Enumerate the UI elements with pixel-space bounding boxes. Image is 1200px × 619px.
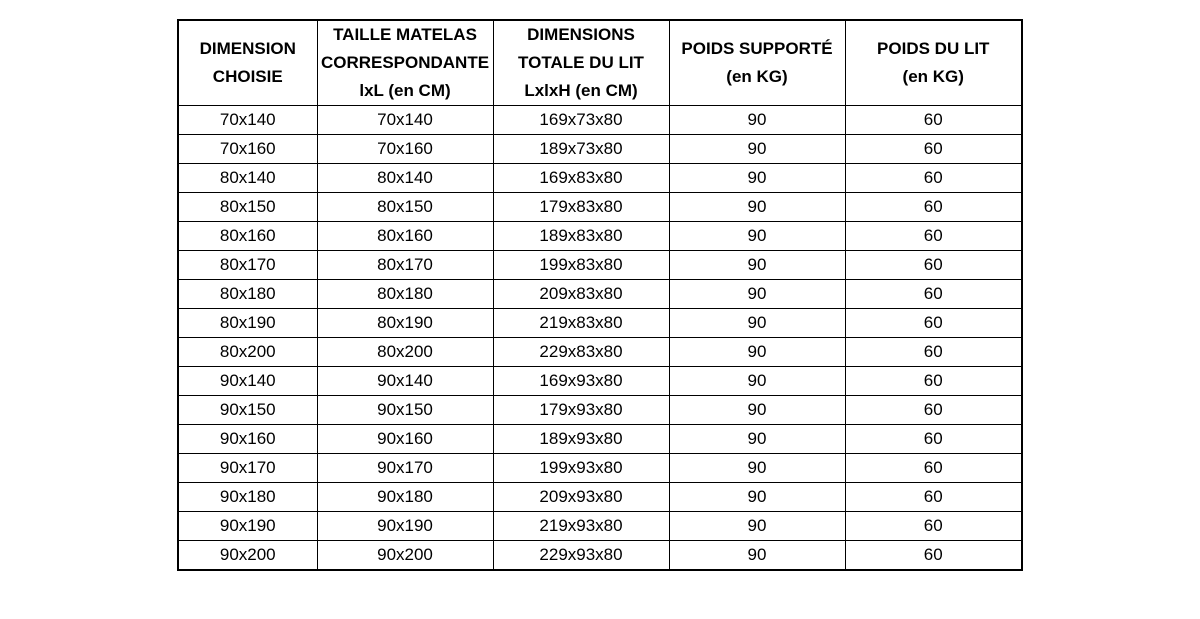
- cell-dimensions-totale: 199x83x80: [493, 251, 669, 280]
- cell-dimensions-totale: 209x93x80: [493, 483, 669, 512]
- cell-dimensions-totale: 219x93x80: [493, 512, 669, 541]
- cell-poids-supporte: 90: [669, 106, 845, 135]
- cell-taille-matelas: 80x190: [317, 309, 493, 338]
- cell-poids-du-lit: 60: [845, 396, 1022, 425]
- cell-poids-du-lit: 60: [845, 106, 1022, 135]
- cell-poids-supporte: 90: [669, 280, 845, 309]
- cell-poids-du-lit: 60: [845, 222, 1022, 251]
- cell-dimensions-totale: 169x93x80: [493, 367, 669, 396]
- cell-dimensions-totale: 199x93x80: [493, 454, 669, 483]
- table-row: [178, 222, 1022, 251]
- cell-dimensions-totale: 189x83x80: [493, 222, 669, 251]
- cell-dimension-choisie: 90x180: [178, 483, 317, 512]
- cell-poids-du-lit: 60: [845, 309, 1022, 338]
- table-row: [178, 512, 1022, 541]
- cell-dimension-choisie: 80x140: [178, 164, 317, 193]
- cell-taille-matelas: 90x140: [317, 367, 493, 396]
- cell-dimension-choisie: 90x160: [178, 425, 317, 454]
- cell-poids-supporte: 90: [669, 164, 845, 193]
- cell-dimension-choisie: 80x180: [178, 280, 317, 309]
- cell-taille-matelas: 90x200: [317, 541, 493, 571]
- cell-poids-du-lit: 60: [845, 454, 1022, 483]
- cell-dimension-choisie: 80x200: [178, 338, 317, 367]
- cell-dimensions-totale: 169x83x80: [493, 164, 669, 193]
- cell-dimension-choisie: 70x140: [178, 106, 317, 135]
- cell-poids-du-lit: 60: [845, 512, 1022, 541]
- table-row: [178, 483, 1022, 512]
- table-row: [178, 367, 1022, 396]
- cell-poids-supporte: 90: [669, 367, 845, 396]
- cell-poids-du-lit: 60: [845, 193, 1022, 222]
- cell-poids-supporte: 90: [669, 541, 845, 571]
- cell-dimension-choisie: 80x170: [178, 251, 317, 280]
- cell-dimensions-totale: 219x83x80: [493, 309, 669, 338]
- cell-taille-matelas: 70x140: [317, 106, 493, 135]
- table-row: [178, 338, 1022, 367]
- cell-poids-du-lit: 60: [845, 541, 1022, 571]
- cell-poids-supporte: 90: [669, 222, 845, 251]
- cell-poids-du-lit: 60: [845, 251, 1022, 280]
- cell-taille-matelas: 80x170: [317, 251, 493, 280]
- cell-dimension-choisie: 90x150: [178, 396, 317, 425]
- cell-taille-matelas: 80x160: [317, 222, 493, 251]
- table-row: [178, 106, 1022, 135]
- cell-dimensions-totale: 229x83x80: [493, 338, 669, 367]
- cell-taille-matelas: 90x170: [317, 454, 493, 483]
- cell-taille-matelas: 70x160: [317, 135, 493, 164]
- bed-dimensions-table: [177, 19, 1023, 571]
- cell-poids-supporte: 90: [669, 309, 845, 338]
- cell-taille-matelas: 90x150: [317, 396, 493, 425]
- cell-poids-supporte: 90: [669, 135, 845, 164]
- cell-taille-matelas: 90x180: [317, 483, 493, 512]
- cell-poids-supporte: 90: [669, 512, 845, 541]
- header-dimensions-totale: DIMENSIONS TOTALE DU LIT LxlxH (en CM): [493, 20, 669, 106]
- cell-poids-du-lit: 60: [845, 164, 1022, 193]
- cell-poids-du-lit: 60: [845, 280, 1022, 309]
- cell-dimensions-totale: 229x93x80: [493, 541, 669, 571]
- table-row: [178, 135, 1022, 164]
- cell-taille-matelas: 80x150: [317, 193, 493, 222]
- table-row: [178, 280, 1022, 309]
- cell-taille-matelas: 80x200: [317, 338, 493, 367]
- cell-poids-du-lit: 60: [845, 338, 1022, 367]
- cell-poids-supporte: 90: [669, 396, 845, 425]
- table-row: [178, 164, 1022, 193]
- cell-dimensions-totale: 209x83x80: [493, 280, 669, 309]
- cell-dimensions-totale: 179x93x80: [493, 396, 669, 425]
- table-body: [178, 106, 1022, 571]
- cell-taille-matelas: 90x190: [317, 512, 493, 541]
- cell-poids-du-lit: 60: [845, 135, 1022, 164]
- cell-dimension-choisie: 90x200: [178, 541, 317, 571]
- header-dimension-choisie: DIMENSION CHOISIE: [178, 20, 317, 106]
- cell-dimension-choisie: 90x170: [178, 454, 317, 483]
- header-taille-matelas: TAILLE MATELAS CORRESPONDANTE lxL (en CM): [317, 20, 493, 106]
- cell-poids-supporte: 90: [669, 251, 845, 280]
- cell-poids-supporte: 90: [669, 338, 845, 367]
- table-row: [178, 193, 1022, 222]
- cell-poids-supporte: 90: [669, 193, 845, 222]
- cell-dimension-choisie: 90x140: [178, 367, 317, 396]
- cell-dimensions-totale: 189x93x80: [493, 425, 669, 454]
- cell-taille-matelas: 80x180: [317, 280, 493, 309]
- cell-dimension-choisie: 80x150: [178, 193, 317, 222]
- cell-dimension-choisie: 90x190: [178, 512, 317, 541]
- cell-taille-matelas: 80x140: [317, 164, 493, 193]
- cell-dimension-choisie: 80x190: [178, 309, 317, 338]
- cell-dimension-choisie: 80x160: [178, 222, 317, 251]
- cell-poids-supporte: 90: [669, 483, 845, 512]
- cell-poids-supporte: 90: [669, 425, 845, 454]
- table-row: [178, 309, 1022, 338]
- table-row: [178, 251, 1022, 280]
- cell-taille-matelas: 90x160: [317, 425, 493, 454]
- cell-poids-du-lit: 60: [845, 367, 1022, 396]
- cell-poids-supporte: 90: [669, 454, 845, 483]
- cell-dimensions-totale: 169x73x80: [493, 106, 669, 135]
- cell-dimensions-totale: 179x83x80: [493, 193, 669, 222]
- cell-dimensions-totale: 189x73x80: [493, 135, 669, 164]
- cell-poids-du-lit: 60: [845, 425, 1022, 454]
- table-row: [178, 396, 1022, 425]
- table-header-row: [178, 20, 1022, 106]
- table-row: [178, 425, 1022, 454]
- table-row: [178, 541, 1022, 571]
- cell-dimension-choisie: 70x160: [178, 135, 317, 164]
- table-row: [178, 454, 1022, 483]
- header-poids-supporte: POIDS SUPPORTÉ (en KG): [669, 20, 845, 106]
- header-poids-du-lit: POIDS DU LIT (en KG): [845, 20, 1022, 106]
- cell-poids-du-lit: 60: [845, 483, 1022, 512]
